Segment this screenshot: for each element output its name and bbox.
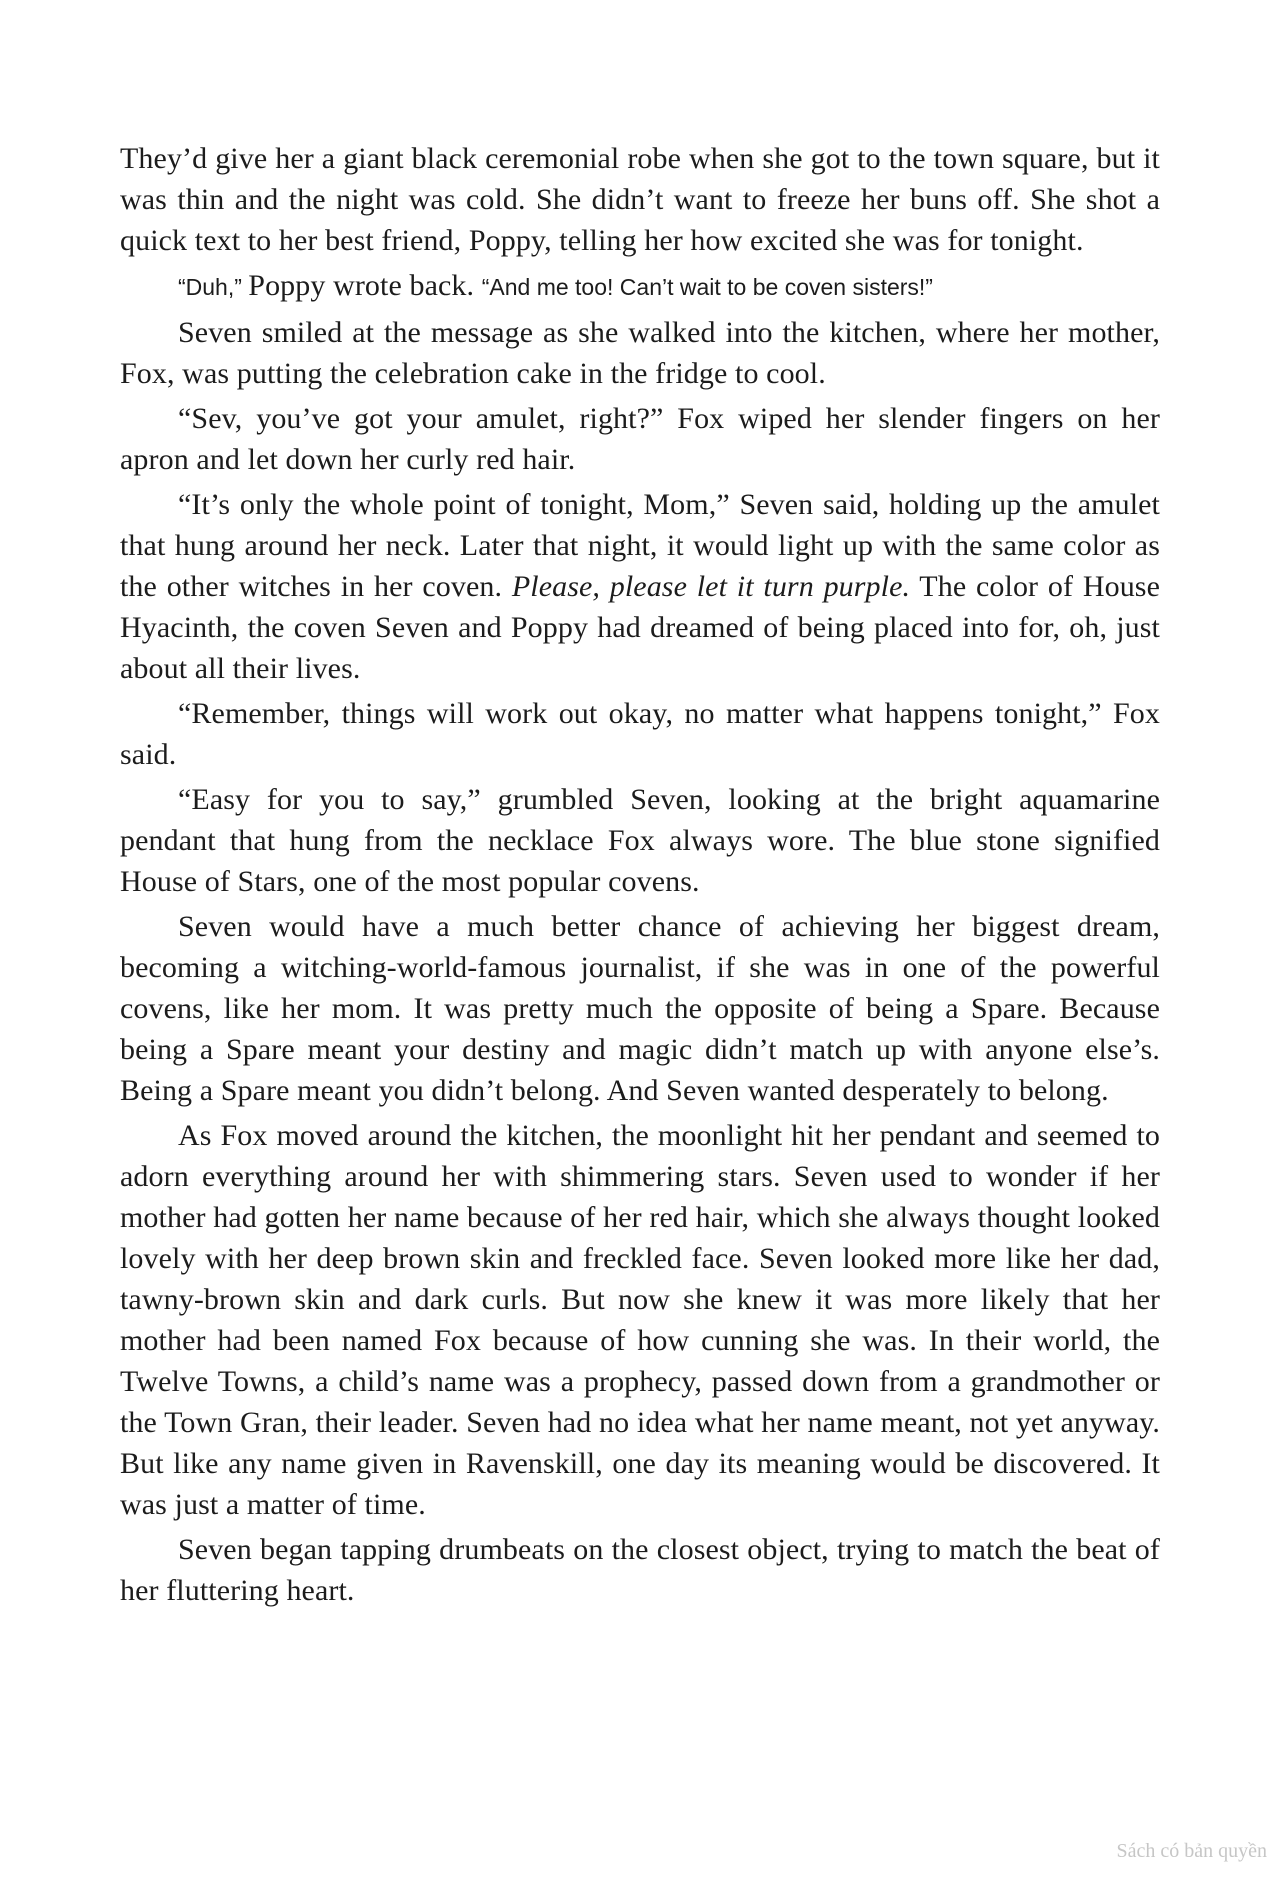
text-segment-message: “Duh,” (178, 274, 249, 300)
text-segment-normal: They’d give her a giant black ceremonial robe when she got to the town square, but it was thin and the night was cold. She didn’t want to freeze her buns off. She shot a quick text to her best friend, Poppy, telling her how excited she was for tonight. (120, 142, 1160, 257)
text-segment-normal: The color of House Hyacinth, the coven Seven and Poppy had dreamed of being placed into for, oh, just about all their lives. (120, 570, 1160, 685)
text-segment-normal: “Remember, things will work out okay, no matter what happens tonight,” Fox said. (120, 697, 1160, 771)
text-segment-message: “And me too! Can’t wait to be coven sisters!” (481, 274, 933, 300)
paragraph (120, 312, 1160, 394)
text-segment-normal: Poppy wrote back. (248, 269, 482, 302)
paragraph (120, 484, 1160, 689)
paragraph (120, 906, 1160, 1111)
paragraph (120, 138, 1160, 261)
paragraph (120, 398, 1160, 480)
text-segment-normal: Seven began tapping drumbeats on the closest object, trying to match the beat of her fluttering heart. (120, 1533, 1160, 1607)
text-segment-italic: Please, please let it turn purple. (511, 570, 911, 603)
paragraph (120, 779, 1160, 902)
text-segment-normal: “Sev, you’ve got your amulet, right?” Fox wiped her slender fingers on her apron and let down her curly red hair. (120, 402, 1160, 476)
text-segment-normal: “Easy for you to say,” grumbled Seven, looking at the bright aquamarine pendant that hung from the necklace Fox always wore. The blue stone signified House of Stars, one of the most popular covens. (120, 783, 1160, 898)
text-segment-normal: Seven would have a much better chance of achieving her biggest dream, becoming a witching-world-famous journalist, if she was in one of the powerful covens, like her mom. It was pretty much the opposite of being a Spare. Because being a Spare meant your destiny and magic didn’t match up with anyone else’s. Being a Spare meant you didn’t belong. And Seven wanted desperately to belong. (120, 910, 1160, 1107)
paragraph (120, 265, 1160, 308)
text-segment-normal: “It’s only the whole point of tonight, Mom,” Seven said, holding up the amulet that hung around her neck. Later that night, it would light up with the same color as the other witches in her coven. (120, 488, 1160, 603)
paragraph (120, 693, 1160, 775)
paragraph (120, 1529, 1160, 1611)
text-segment-normal: Seven smiled at the message as she walked into the kitchen, where her mother, Fox, was putting the celebration cake in the fridge to cool. (120, 316, 1160, 390)
paragraph (120, 1115, 1160, 1525)
page-text (120, 0, 1160, 1615)
text-segment-normal: As Fox moved around the kitchen, the moonlight hit her pendant and seemed to adorn everything around her with shimmering stars. Seven used to wonder if her mother had gotten her name because of her red hair, which she always thought looked lovely with her deep brown skin and freckled face. Seven looked more like her dad, tawny-brown skin and dark curls. But now she knew it was more likely that her mother had been named Fox because of how cunning she was. In their world, the Twelve Towns, a child’s name was a prophecy, passed down from a grandmother or the Town Gran, their leader. Seven had no idea what her name meant, not yet anyway. But like any name given in Ravenskill, one day its meaning would be discovered. It was just a matter of time. (120, 1119, 1160, 1521)
copyright-watermark: Sách có bản quyền (1116, 1840, 1267, 1862)
